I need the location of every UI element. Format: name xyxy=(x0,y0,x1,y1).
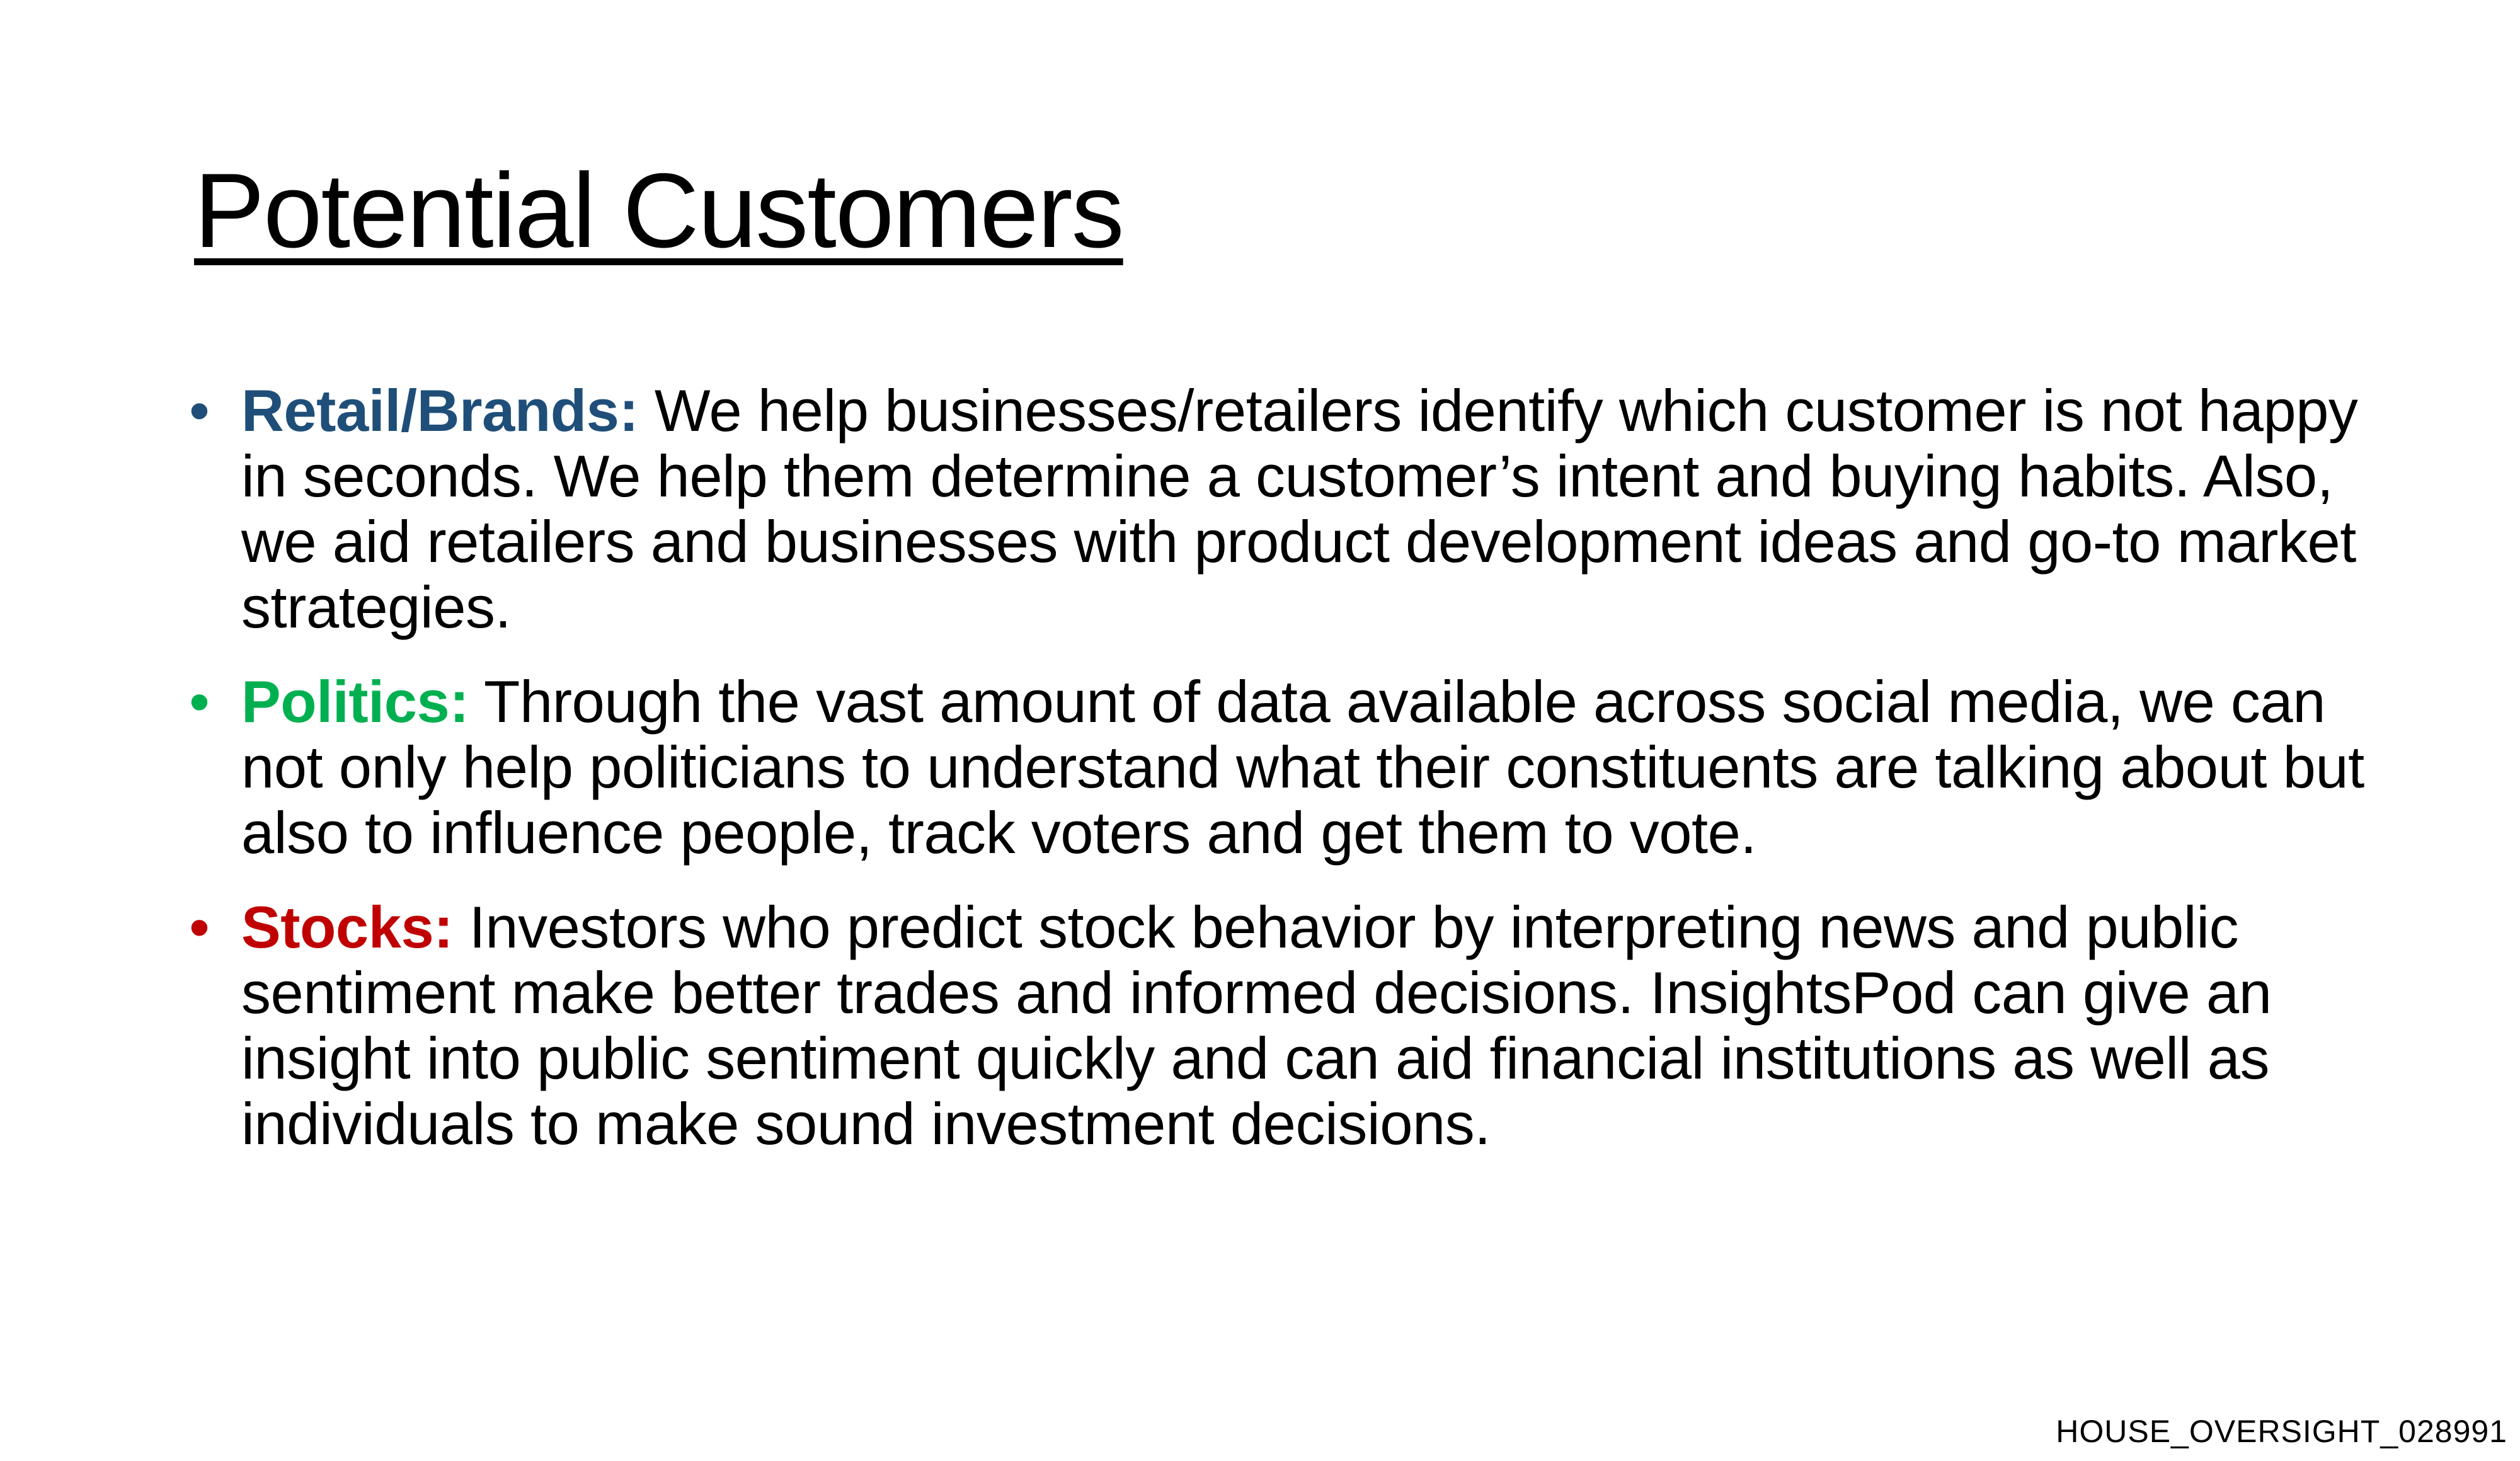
slide-title: Potential Customers xyxy=(194,151,1123,270)
bullet-item-politics xyxy=(189,669,2369,866)
document-id-footer: HOUSE_OVERSIGHT_028991 xyxy=(2056,1414,2507,1449)
bullet-dot-icon: • xyxy=(189,377,210,444)
bullet-text-stocks: Investors who predict stock behavior by interpreting news and public sentiment make better trades and informed decisions. InsightsPod can give an insight into public sentiment quickly and can aid financial institutions as well as individuals to make sound investment decisions. xyxy=(241,894,2272,1157)
bullet-heading-politics: Politics: xyxy=(241,668,469,735)
bullet-dot-icon: • xyxy=(189,668,210,735)
bullet-item-stocks xyxy=(189,895,2369,1157)
bullet-item-retail xyxy=(189,378,2369,640)
bullet-dot-icon: • xyxy=(189,894,210,960)
bullet-heading-stocks: Stocks: xyxy=(241,894,454,960)
bullet-text-politics: Through the vast amount of data available across social media, we can not only help politicians to understand what their constituents are talking about but also to influence people, track voters and get them to vote. xyxy=(241,668,2364,866)
bullet-heading-retail: Retail/Brands: xyxy=(241,377,639,444)
bullet-text-retail: We help businesses/retailers identify which customer is not happy in seconds. We help them determine a customer’s intent and buying habits. Also, we aid retailers and businesses with product development ideas and go-to market strategies. xyxy=(241,377,2358,640)
bullet-list xyxy=(189,378,2369,1186)
